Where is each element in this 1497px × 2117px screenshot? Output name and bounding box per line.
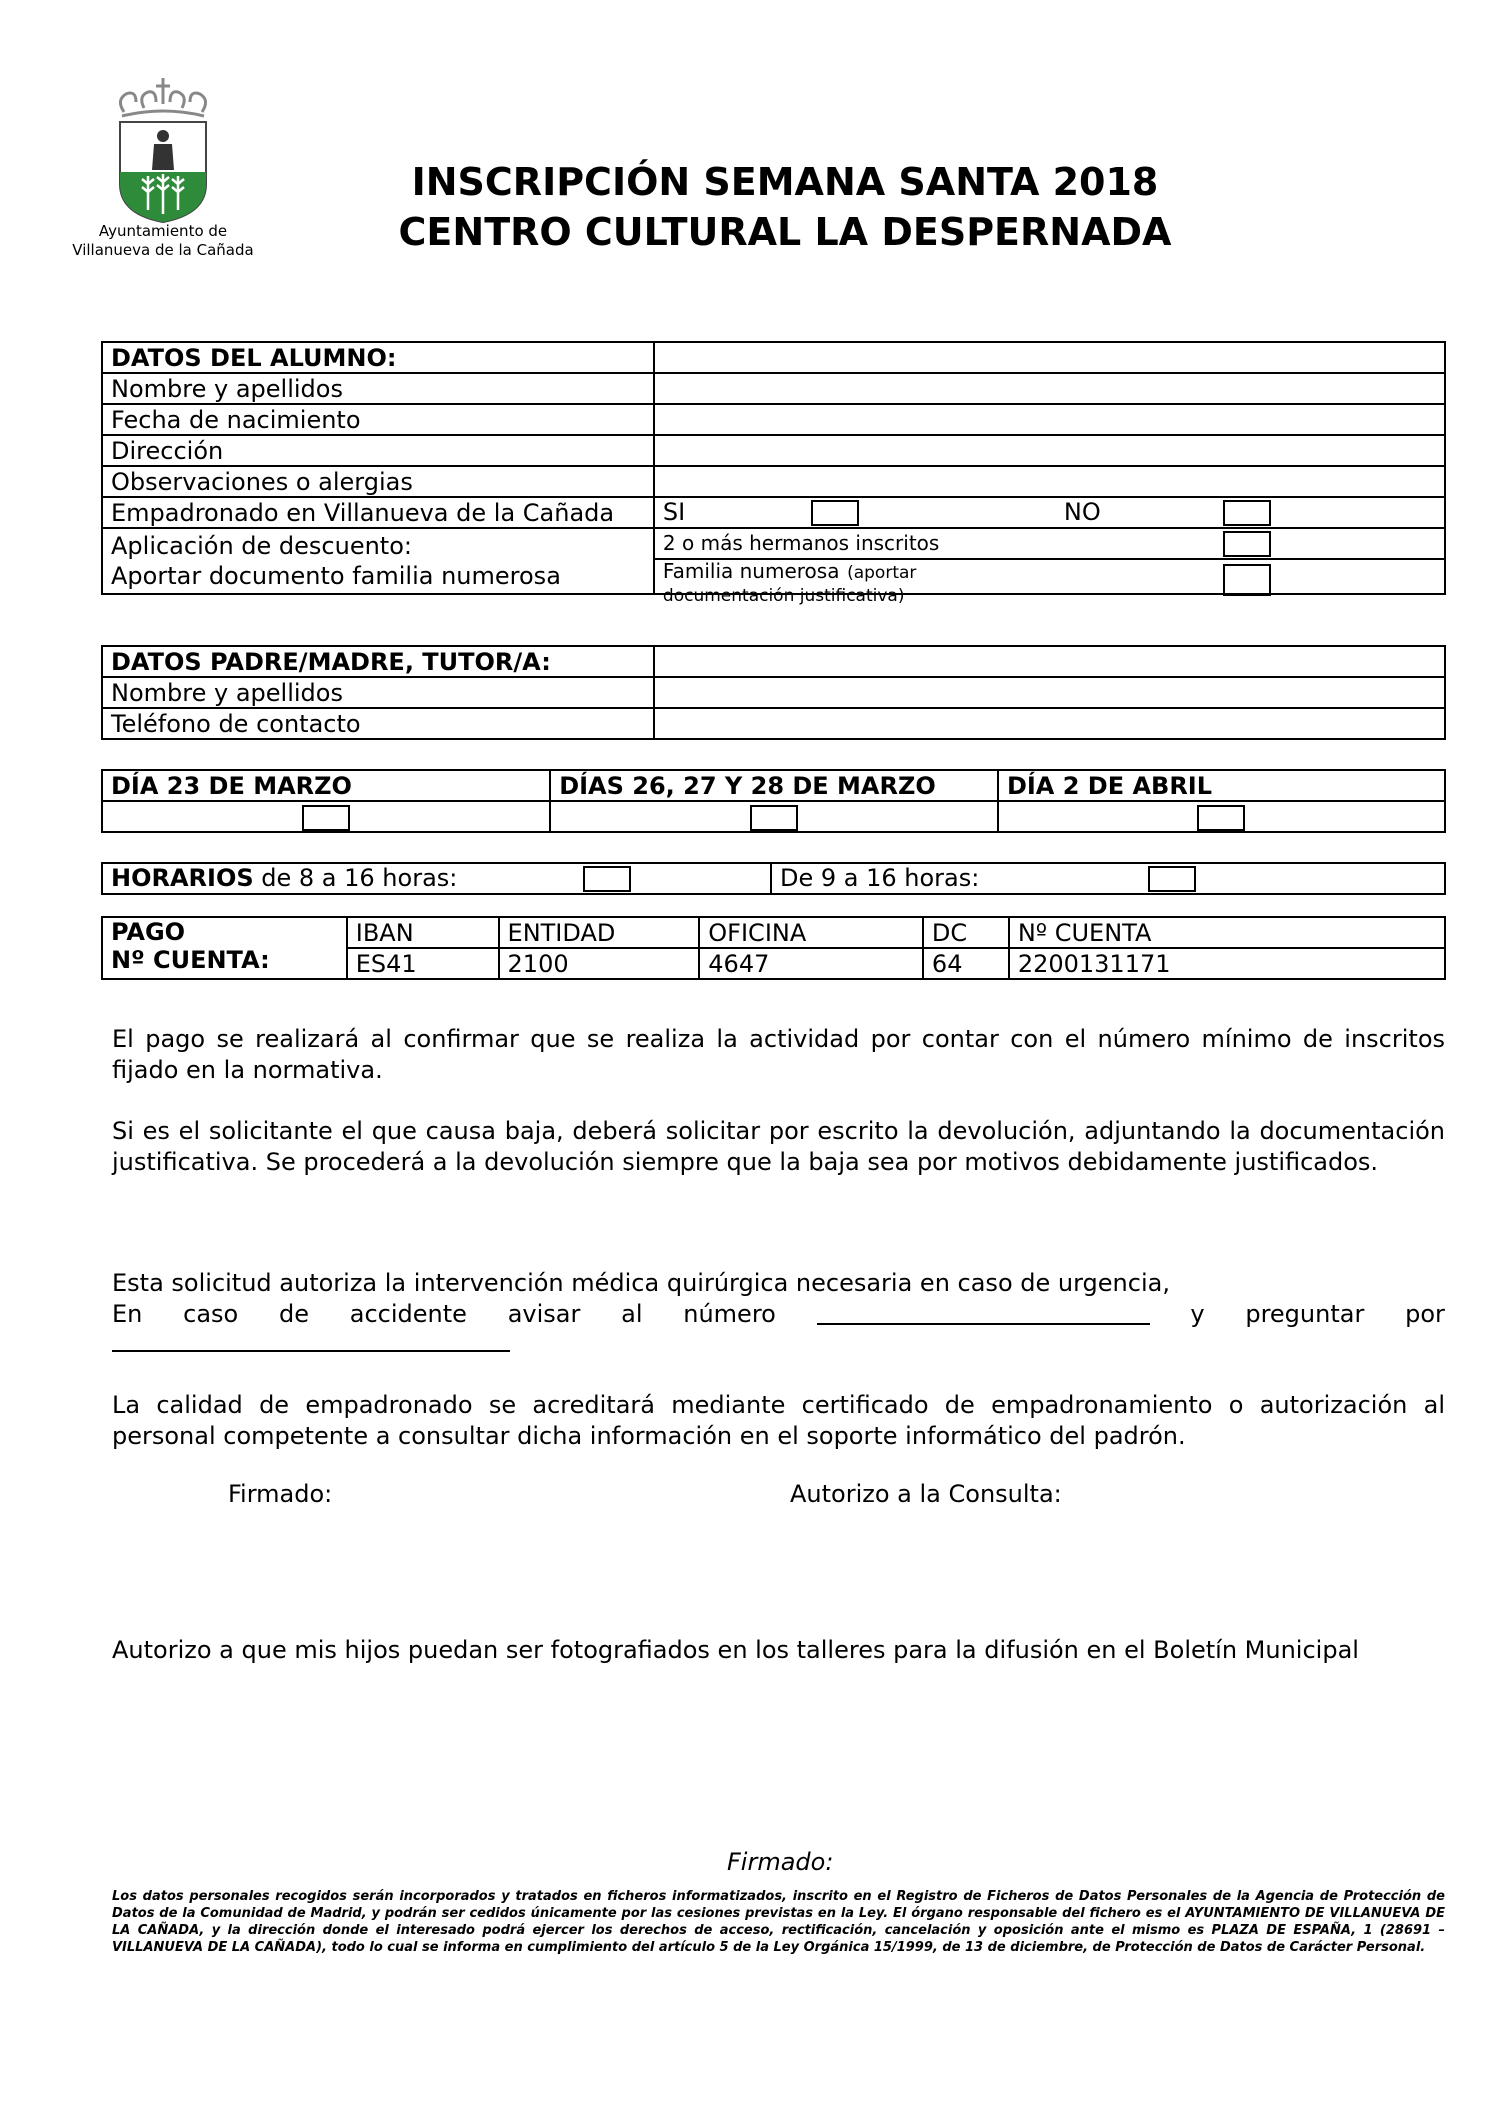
payment-paragraph: El pago se realizará al confirmar que se realiza la actividad por contar con el número mínimo de inscritos fijado en la normativa. [112, 1025, 1445, 1084]
payment-header-entidad: ENTIDAD [499, 917, 700, 948]
withdrawal-paragraph: Si es el solicitante el que causa baja, deberá solicitar por escrito la devolución, adjuntando la documentación justificativa. Se procederá a la devolución siempre que la baja sea por motivos debidamente justificados. [112, 1117, 1445, 1176]
discount-labels [102, 528, 654, 594]
logo-caption [58, 222, 268, 260]
emergency-word: En [112, 1300, 143, 1328]
schedule-8-16-checkbox[interactable] [583, 866, 631, 892]
payment-value-dc: 64 [923, 948, 1009, 979]
student-heading: DATOS DEL ALUMNO: [102, 342, 654, 373]
page-title [300, 157, 1270, 257]
logo-text-line-2: Villanueva de la Cañada [72, 241, 254, 259]
schedule-8-16-label: de 8 a 16 horas: [253, 864, 458, 892]
parent-heading-field [654, 646, 1445, 677]
logo-text-line-1: Ayuntamiento de [98, 222, 228, 240]
payment-header-oficina: OFICINA [699, 917, 923, 948]
student-data-table [101, 341, 1446, 606]
day-2-label: DÍAS 26, 27 Y 28 DE MARZO [550, 770, 998, 801]
registered-no-checkbox[interactable] [1223, 500, 1271, 526]
siblings-discount-label: 2 o más hermanos inscritos [662, 531, 940, 555]
day-3-cell [998, 801, 1445, 832]
student-address-field[interactable] [654, 435, 1445, 466]
emergency-number-field[interactable] [817, 1299, 1150, 1325]
emergency-word: avisar [507, 1300, 581, 1328]
parent-phone-label: Teléfono de contacto [102, 708, 654, 739]
discount-label: Aplicación de descuento: [111, 532, 412, 560]
final-signature-label: Firmado: [727, 1848, 834, 1876]
day-2-cell [550, 801, 998, 832]
days-table [101, 769, 1446, 833]
title-line-2: CENTRO CULTURAL LA DESPERNADA [398, 210, 1172, 254]
payment-label [102, 917, 347, 979]
student-birthdate-label: Fecha de nacimiento [102, 404, 654, 435]
emergency-word: preguntar [1245, 1300, 1365, 1328]
emergency-line [112, 1299, 1445, 1330]
registered-yes-label: SI [662, 498, 686, 526]
student-name-label: Nombre y apellidos [102, 373, 654, 404]
parent-phone-field[interactable] [654, 708, 1445, 739]
student-observations-field[interactable] [654, 466, 1445, 497]
data-protection-notice: Los datos personales recogidos serán incorporados y tratados en ficheros informatizados, inscrito en el Registro de Ficheros de Datos Personales de la Agencia de Protección de Datos de la Comunidad de Madrid, y podrán ser cedidos únicamente por las cesiones previstas en la Ley. El órgano responsable del fichero es el AYUNTAMIENTO DE VILLANUEVA DE LA CAÑADA, y la dirección donde el interesado podrá ejercer los derechos de acceso, rectificación, cancelación y oposición ante el mismo es PLAZA DE ESPAÑA, 1 (28691 – VILLANUEVA DE LA CAÑADA), todo lo cual se informa en cumplimiento del artículo 5 de la Ley Orgánica 15/1999, de 13 de diciembre, de Protección de Datos de Carácter Personal. [112, 1889, 1445, 1955]
emergency-word: accidente [349, 1300, 467, 1328]
payment-value-iban: ES41 [347, 948, 499, 979]
large-family-doc-label: Aportar documento familia numerosa [111, 562, 561, 590]
student-address-label: Dirección [102, 435, 654, 466]
municipal-logo [58, 74, 268, 264]
schedule-9-16-cell [771, 863, 1445, 894]
large-family-note: (aportar [847, 563, 917, 583]
schedule-9-16-checkbox[interactable] [1148, 866, 1196, 892]
signature-label: Firmado: [228, 1480, 333, 1508]
payment-value-entidad: 2100 [499, 948, 700, 979]
registered-yes-checkbox[interactable] [811, 500, 859, 526]
day-3-checkbox[interactable] [1197, 805, 1245, 831]
emergency-word: al [621, 1300, 643, 1328]
payment-value-cuenta: 2200131171 [1009, 948, 1445, 979]
medical-paragraph: Esta solicitud autoriza la intervención médica quirúrgica necesaria en caso de urgencia, [112, 1269, 1170, 1297]
day-1-cell [102, 801, 550, 832]
schedule-9-16-label: De 9 a 16 horas: [780, 864, 980, 892]
parent-name-label: Nombre y apellidos [102, 677, 654, 708]
payment-header-dc: DC [923, 917, 1009, 948]
large-family-label: Familia numerosa [662, 559, 840, 583]
payment-table [101, 916, 1446, 980]
day-1-checkbox[interactable] [302, 805, 350, 831]
registered-options [654, 497, 1445, 528]
emergency-word: de [279, 1300, 309, 1328]
student-birthdate-field[interactable] [654, 404, 1445, 435]
payment-label-1: PAGO [111, 918, 186, 946]
emergency-word: número [683, 1300, 776, 1328]
student-name-field[interactable] [654, 373, 1445, 404]
schedule-heading: HORARIOS [111, 864, 254, 892]
siblings-discount-checkbox[interactable] [1223, 531, 1271, 557]
emergency-word: y [1190, 1300, 1205, 1328]
registered-no-label: NO [1063, 498, 1101, 526]
title-line-1: INSCRIPCIÓN SEMANA SANTA 2018 [411, 160, 1159, 204]
day-1-label: DÍA 23 DE MARZO [102, 770, 550, 801]
payment-header-iban: IBAN [347, 917, 499, 948]
day-2-checkbox[interactable] [750, 805, 798, 831]
registered-label: Empadronado en Villanueva de la Cañada [102, 497, 654, 528]
coat-of-arms-icon [110, 74, 216, 224]
discount-options [654, 528, 1445, 606]
schedule-8-16-cell [102, 863, 771, 894]
large-family-note-2: documentación justificativa) [662, 586, 905, 606]
emergency-word: por [1405, 1300, 1445, 1328]
student-heading-field [654, 342, 1445, 373]
consultation-label: Autorizo a la Consulta: [790, 1480, 1062, 1508]
day-3-label: DÍA 2 DE ABRIL [998, 770, 1445, 801]
student-observations-label: Observaciones o alergias [102, 466, 654, 497]
large-family-checkbox[interactable] [1223, 564, 1271, 596]
parent-name-field[interactable] [654, 677, 1445, 708]
emergency-word: caso [183, 1300, 239, 1328]
parent-data-table [101, 645, 1446, 740]
payment-header-cuenta: Nº CUENTA [1009, 917, 1445, 948]
schedule-table [101, 862, 1446, 895]
registration-paragraph: La calidad de empadronado se acreditará mediante certificado de empadronamiento o autorización al personal competente a consultar dicha información en el soporte informático del padrón. [112, 1391, 1445, 1450]
parent-heading: DATOS PADRE/MADRE, TUTOR/A: [102, 646, 654, 677]
payment-value-oficina: 4647 [699, 948, 923, 979]
photo-authorization: Autorizo a que mis hijos puedan ser fotografiados en los talleres para la difusión en el Boletín Municipal [112, 1636, 1359, 1664]
emergency-contact-field[interactable] [112, 1350, 510, 1352]
payment-label-2: Nº CUENTA: [111, 946, 270, 974]
